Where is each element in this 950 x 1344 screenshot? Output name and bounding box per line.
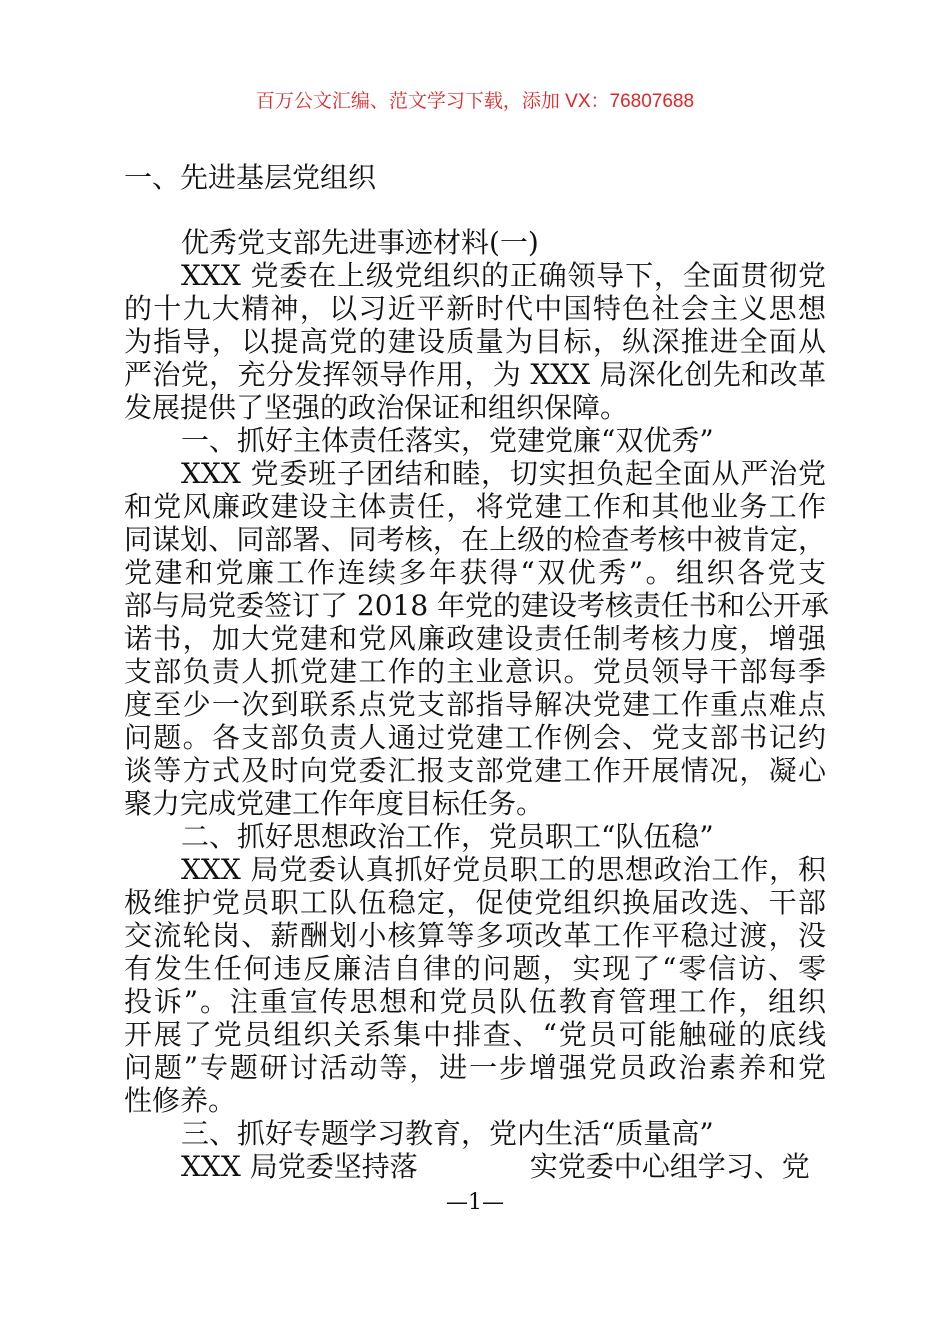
paragraph-line: 支部负责人抓党建工作的主业意识。党员领导干部每季 — [124, 655, 826, 688]
paragraph-line: 聚力完成党建工作年度目标任务。 — [124, 787, 545, 820]
paragraph-line: XXX 局党委认真抓好党员职工的思想政治工作，积 — [181, 853, 826, 886]
paragraph-line: 问题。各支部负责人通过党建工作例会、党支部书记约 — [124, 721, 826, 754]
paragraph-line: 优秀党支部先进事迹材料(一) — [181, 226, 539, 259]
section-title: 一、先进基层党组织 — [124, 161, 377, 194]
paragraph-line: 性修养。 — [124, 1084, 237, 1117]
paragraph-line: 的十九大精神，以习近平新时代中国特色社会主义思想 — [124, 292, 826, 325]
paragraph-line: 极维护党员职工队伍稳定，促使党组织换届改选、干部 — [124, 886, 826, 919]
paragraph-line: 严治党，充分发挥领导作用，为 XXX 局深化创先和改革 — [124, 358, 826, 391]
paragraph-line: 有发生任何违反廉洁自律的问题，实现了“零信访、零 — [124, 952, 826, 985]
paragraph-line: 度至少一次到联系点党支部指导解决党建工作重点难点 — [124, 688, 826, 721]
watermark-header: 百万公文汇编、范文学习下载，添加 VX：76807688 — [255, 91, 695, 112]
paragraph-line: 同谋划、同部署、同考核，在上级的检查考核中被肯定， — [124, 523, 826, 556]
paragraph-line: 交流轮岗、薪酬划小核算等多项改革工作平稳过渡，没 — [124, 919, 826, 952]
paragraph-line: XXX 党委在上级党组织的正确领导下，全面贯彻党 — [181, 259, 826, 292]
paragraph-line: 发展提供了坚强的政治保证和组织保障。 — [124, 391, 629, 424]
paragraph-line: 党建和党廉工作连续多年获得“双优秀”。组织各党支 — [124, 556, 826, 589]
last-line-part2: 实党委中心组学习、党 — [529, 1150, 810, 1183]
subheading-line: 三、抓好专题学习教育，党内生活“质量高” — [181, 1117, 714, 1150]
document-body — [124, 226, 830, 1183]
paragraph-line: 诺书，加大党建和党风廉政建设责任制考核力度，增强 — [124, 622, 826, 655]
subheading-line: 二、抓好思想政治工作，党员职工“队伍稳” — [181, 820, 714, 853]
paragraph-line: 部与局党委签订了 2018 年党的建设考核责任书和公开承 — [124, 589, 830, 622]
paragraph-line: 问题”专题研讨活动等，进一步增强党员政治素养和党 — [124, 1051, 826, 1084]
page-number: —1— — [446, 1190, 504, 1215]
paragraph-line: 和党风廉政建设主体责任，将党建工作和其他业务工作 — [124, 490, 826, 523]
paragraph-line: 为指导，以提高党的建设质量为目标，纵深推进全面从 — [124, 325, 826, 358]
paragraph-line-last — [124, 1150, 826, 1183]
paragraph-line: XXX 党委班子团结和睦，切实担负起全面从严治党 — [181, 457, 826, 490]
paragraph-line: 投诉”。注重宣传思想和党员队伍教育管理工作，组织 — [124, 985, 826, 1018]
last-line-part1: XXX 局党委坚持落 — [181, 1150, 418, 1183]
paragraph-line: 谈等方式及时向党委汇报支部党建工作开展情况，凝心 — [124, 754, 826, 787]
paragraph-line: 开展了党员组织关系集中排查、“党员可能触碰的底线 — [124, 1018, 826, 1051]
subheading-line: 一、抓好主体责任落实，党建党廉“双优秀” — [181, 424, 714, 457]
